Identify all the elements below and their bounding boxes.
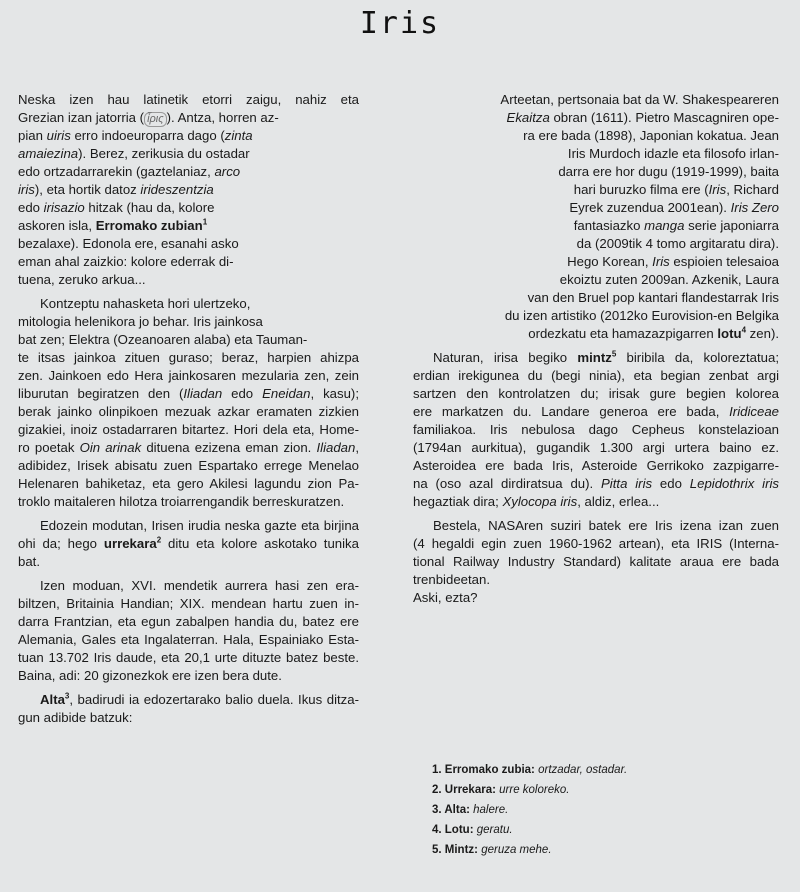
body-text-line: Naturan, irisa begiko mintz$^5$ biribila da, koloreztatua; [433, 349, 779, 365]
body-text-line: Kontzeptu nahasketa hori ulertzeko, [40, 296, 251, 311]
body-text-line: gizakiei, inoiz ostadarraren bitartez. Hori dela eta, Home- [18, 422, 359, 437]
body-text-line: askoren isla, Erromako zubian$^1$ [18, 217, 208, 233]
footnote [432, 822, 513, 838]
body-text-line: mitologia helenikora jo behar. Iris jainkosa [18, 314, 263, 329]
body-text-line: tional Railway Industry Standard) kalitate araua ere bada [413, 554, 779, 569]
body-text-line: tuena, zeruko arkua... [18, 272, 146, 287]
footnote [432, 802, 508, 818]
footnote-definition: urre koloreko. [499, 784, 570, 796]
body-text-line: (4 hegaldi egin zuen 1960-1962 artean), eta IRIS (Interna- [413, 536, 779, 551]
body-text-line: Neska izen hau latinetik etorri zaigu, nahiz eta [18, 92, 359, 107]
footnote-term: 3. Alta: [432, 804, 470, 816]
body-text-line: Izen moduan, XVI. mendetik aurrera hasi zen era- [40, 578, 359, 593]
body-text-line: Iris Murdoch idazle eta filosofo irlan- [567, 146, 779, 161]
body-text-line: fantasiazko manga serie japoniarra [573, 218, 779, 233]
body-text-line: hari buruzko filma ere (Iris, Richard [573, 182, 779, 197]
body-text-line: zen. Jainkoen edo Hera jainkosaren mezularia zen, zein [18, 368, 359, 383]
body-text-line: Edozein modutan, Irisen irudia neska gazte eta birjina [40, 518, 359, 533]
body-text-line: Aski, ezta? [413, 590, 478, 605]
body-text-line: da (2009tik 4 tomo argitaratu dira). [576, 236, 779, 251]
footnote-term: 2. Urrekara: [432, 784, 496, 796]
body-text-line: ohi da; hego urrekara$^2$ ditu eta kolore askotako tunika [18, 535, 359, 551]
body-text-line: Baina, adi: 20 gizonezkok ere izen bera dute. [18, 668, 282, 683]
body-text-line: edo ortzadarrarekin (gaztelaniaz, arco [18, 164, 241, 179]
body-text-line: liburutan begiratzen den (Iliadan edo Eneidan, kasu); [18, 386, 359, 401]
body-text-line: eman ahal zaizkio: kolore ederrak di- [18, 254, 234, 269]
footnote [432, 762, 627, 778]
footnote [432, 842, 552, 858]
body-text-line: bat zen; Elektra (Ozeanoaren alaba) eta Tauman- [18, 332, 308, 347]
body-text-line: ro poetak Oin arinak dituena ezizena eman zion. Iliadan, [18, 440, 360, 455]
body-text-line: Bestela, NASAren suziri batek ere Iris izena izan zuen [433, 518, 779, 533]
footnote-term: 5. Mintz: [432, 844, 478, 856]
body-text-line: biltzen, Britainia Handian; XIX. mendean hartu zuen in- [18, 596, 359, 611]
body-text-line: ordezkatu eta hamazazpigarren lotu$^4$ zen). [528, 325, 779, 341]
body-text-line: edo irisazio hitzak (hau da, kolore [18, 200, 215, 215]
footnote-term: 1. Erromako zubia: [432, 764, 535, 776]
body-text-line: troklo maitaleren hilotza troiarrengandik berreskuratzen. [18, 494, 345, 509]
body-text-line: trenbideetan. [413, 572, 490, 587]
body-text-line: Eyrek zuzendua 2001ean). Iris Zero [569, 200, 779, 215]
body-text-line: pian uiris erro indoeuroparra dago (zinta [18, 128, 253, 143]
body-text-line: na (oso azal dirdiratsua du). Pitta iris edo Lepidothrix iris [413, 476, 779, 491]
body-text-line: Asteroidea ere bada Iris, Asteroide Gerrikoko zazpigarre- [413, 458, 779, 473]
body-text-line: Helenaren bahiketaz, eta gero Akilesi lagundu zion Pa- [18, 476, 359, 491]
body-text-line: du izen artistiko (2012ko Eurovision-en Belgika [504, 308, 779, 323]
body-text-line: hegaztiak dira; Xylocopa iris, aldiz, erlea... [413, 494, 660, 509]
body-text-line: ekoiztu zuten 2009an. Azkenik, Laura [559, 272, 779, 287]
footnote [432, 782, 569, 798]
body-text-line: adibidez, Irisek abisatu zuen Espartako errege Menelao [18, 458, 359, 473]
body-text-line: tuan 13.702 Iris daude, eta 20,1 urte dituzte batez beste. [18, 650, 359, 665]
body-text-line: sartzen den kontrolatzen du; irisak gure begien kolorea [413, 386, 779, 401]
body-text-line: bat. [18, 554, 40, 569]
body-text-line: iris), eta hortik datoz irideszentzia [18, 182, 214, 197]
footnote-definition: ortzadar, ostadar. [538, 764, 628, 776]
body-text-line: Hego Korean, Iris espioien telesaioa [567, 254, 779, 269]
body-text-line: ere markatzen du. Landare generoa ere bada, Iridiceae [413, 404, 779, 419]
body-text-line: bezalaxe). Edonola ere, esanahi asko [18, 236, 239, 251]
body-text-line: Ekaitza obran (1611). Pietro Mascagniren ope- [506, 110, 779, 125]
footnote-definition: halere. [473, 804, 509, 816]
body-text-line: berak jainko olinpikoen mezuak azkar eramaten zizkien [18, 404, 359, 419]
page-title: Iris [359, 6, 441, 41]
body-text-line: Grezian izan jatorria ( ἶρις ). Antza, horren az- [18, 110, 279, 125]
body-text-line: erdian irekigunea du (begi ninia), eta begian zenbat argi [413, 368, 779, 383]
footnote-term: 4. Lotu: [432, 824, 474, 836]
body-text-line: van den Bruel pop kantari flandestarrak Iris [527, 290, 779, 305]
greek-word: ἶρις [144, 112, 167, 127]
body-text-line: Alemania, Gales eta Ingalaterran. Hala, Espainiako Esta- [18, 632, 359, 647]
body-text-line: gun adibide batzuk: [18, 710, 133, 725]
body-text-line: te itsas jainkoa zituen guraso; beraz, harpien ahizpa [18, 350, 359, 365]
body-text-line: ra ere bada (1898), Japonian kokatua. Jean [523, 128, 779, 143]
body-text-line: darra ere hor dugu (1919-1999), baita [558, 164, 779, 179]
body-text-line: amaiezina). Berez, zerikusia du ostadar [18, 146, 250, 161]
body-text-line: (1794an aurkitua), gugandik 1.300 argi urtera baino ez. [413, 440, 779, 455]
footnote-definition: geruza mehe. [481, 844, 552, 856]
body-text-line: Arteetan, pertsonaia bat da W. Shakespeareren [500, 92, 779, 107]
body-text-line: darra Frantzian, eta egun zabalpen handia du, batez ere [18, 614, 359, 629]
body-text-line: Alta$^3$, badirudi ia edozertarako balio duela. Ikus ditza- [40, 691, 359, 707]
body-text-line: familiakoa. Iris nebulosa dago Cepheus konstelazioan [413, 422, 779, 437]
footnote-definition: geratu. [476, 824, 513, 836]
